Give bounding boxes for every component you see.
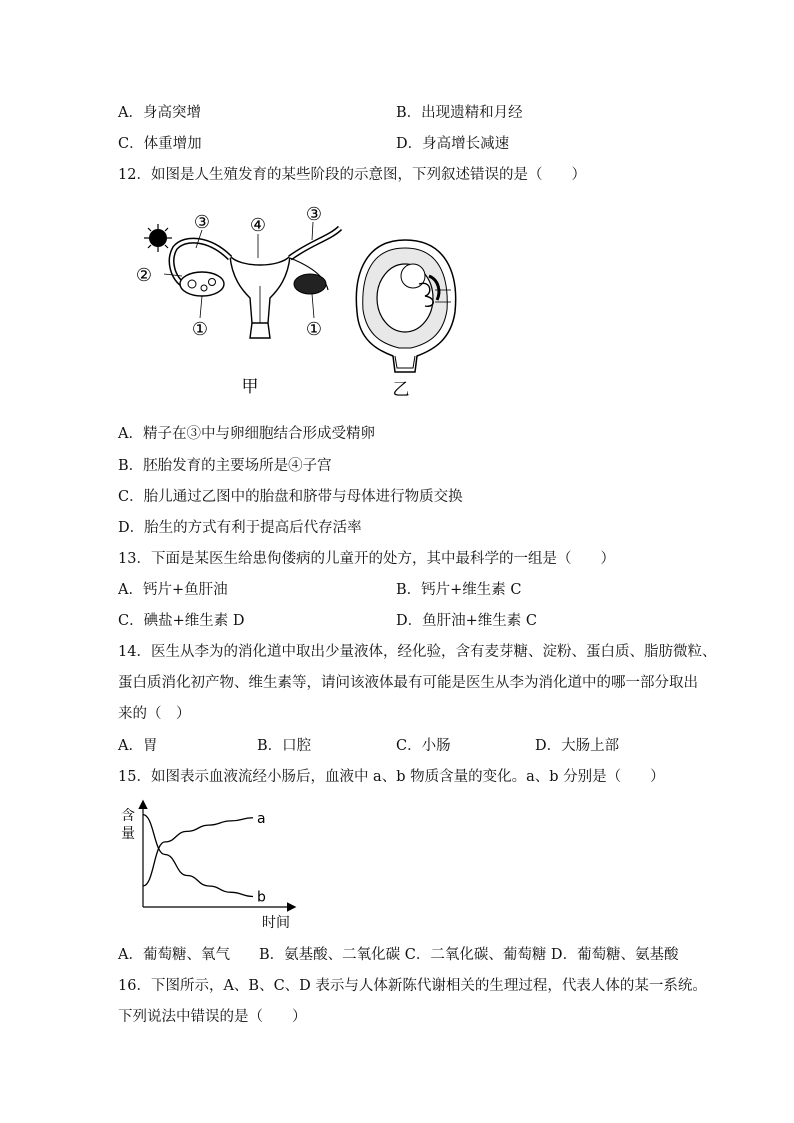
q11-option-c: C．体重增加 [118, 136, 202, 152]
egg-sperm-burst [144, 224, 172, 252]
female-reproductive-diagram [130, 198, 350, 398]
label-3-left: ③ [193, 212, 211, 233]
q15-options: A．葡萄糖、氧气 B．氨基酸、二氧化碳 C．二氧化碳、葡萄糖 D．葡萄糖、氨基酸 [118, 947, 679, 963]
series-a-line [143, 818, 253, 886]
q13-stem: 13．下面是某医生给患佝偻病的儿童开的处方，其中最科学的一组是（ ） [118, 551, 615, 567]
q14-stem-line3: 来的（ ） [118, 706, 191, 722]
q13-option-c: C．碘盐+维生素 D [118, 613, 245, 629]
x-axis-label: 时间 [262, 915, 290, 931]
fetus-in-uterus-diagram [355, 232, 465, 398]
label-2: ② [135, 265, 153, 286]
q12-option-a: A．精子在③中与卵细胞结合形成受精卵 [118, 426, 375, 442]
label-3-right: ③ [305, 204, 323, 225]
q11-option-d: D．身高增长减速 [396, 136, 510, 152]
q13-option-b: B．钙片+维生素 C [396, 582, 522, 598]
q14-option-d: D．大肠上部 [535, 738, 620, 754]
left-ovary [180, 272, 224, 296]
right-ovary [294, 274, 326, 294]
series-b-label: b [257, 889, 266, 906]
q11-option-a: A．身高突增 [118, 105, 201, 121]
label-1-right: ① [305, 319, 323, 340]
series-a-label: a [257, 810, 266, 827]
figure-label-yi: 乙 [392, 380, 410, 398]
q14-option-b: B．口腔 [257, 738, 312, 754]
q14-option-c: C．小肠 [396, 738, 451, 754]
label-4: ④ [249, 215, 267, 236]
q12-option-c: C．胎儿通过乙图中的胎盘和脐带与母体进行物质交换 [118, 489, 463, 505]
q14-stem-line2: 蛋白质消化初产物、维生素等，请问该液体最有可能是医生从李为消化道中的哪一部分取出 [118, 675, 698, 691]
fetus-head [401, 264, 425, 288]
q16-stem-line2: 下列说法中错误的是（ ） [118, 1009, 307, 1025]
q11-option-b: B．出现遗精和月经 [396, 105, 523, 121]
figure-label-jia: 甲 [241, 377, 259, 397]
q12-option-d: D．胎生的方式有利于提高后代存活率 [118, 520, 362, 536]
q12-stem: 12．如图是人生殖发育的某些阶段的示意图，下列叙述错误的是（ ） [118, 167, 586, 183]
q13-option-a: A．钙片+鱼肝油 [118, 582, 228, 598]
q12-option-b: B．胚胎发育的主要场所是④子宫 [118, 458, 332, 474]
series-b-line [143, 815, 253, 897]
q14-stem-line1: 14．医生从李为的消化道中取出少量液体，经化验，含有麦芽糖、淀粉、蛋白质、脂肪微粒、 [118, 644, 717, 660]
blood-content-chart [118, 796, 308, 936]
q15-stem: 15．如图表示血液流经小肠后，血液中 a、b 物质含量的变化。a、b 分别是（ ） [118, 769, 665, 785]
y-axis-label-char1: 含 [121, 808, 135, 824]
label-1-left: ① [191, 319, 209, 340]
y-axis-label-char2: 量 [121, 826, 135, 842]
q16-stem-line1: 16．下图所示，A、B、C、D 表示与人体新陈代谢相关的生理过程，代表人体的某一系统。 [118, 978, 707, 994]
q13-option-d: D．鱼肝油+维生素 C [396, 613, 537, 629]
q14-option-a: A．胃 [118, 738, 158, 754]
